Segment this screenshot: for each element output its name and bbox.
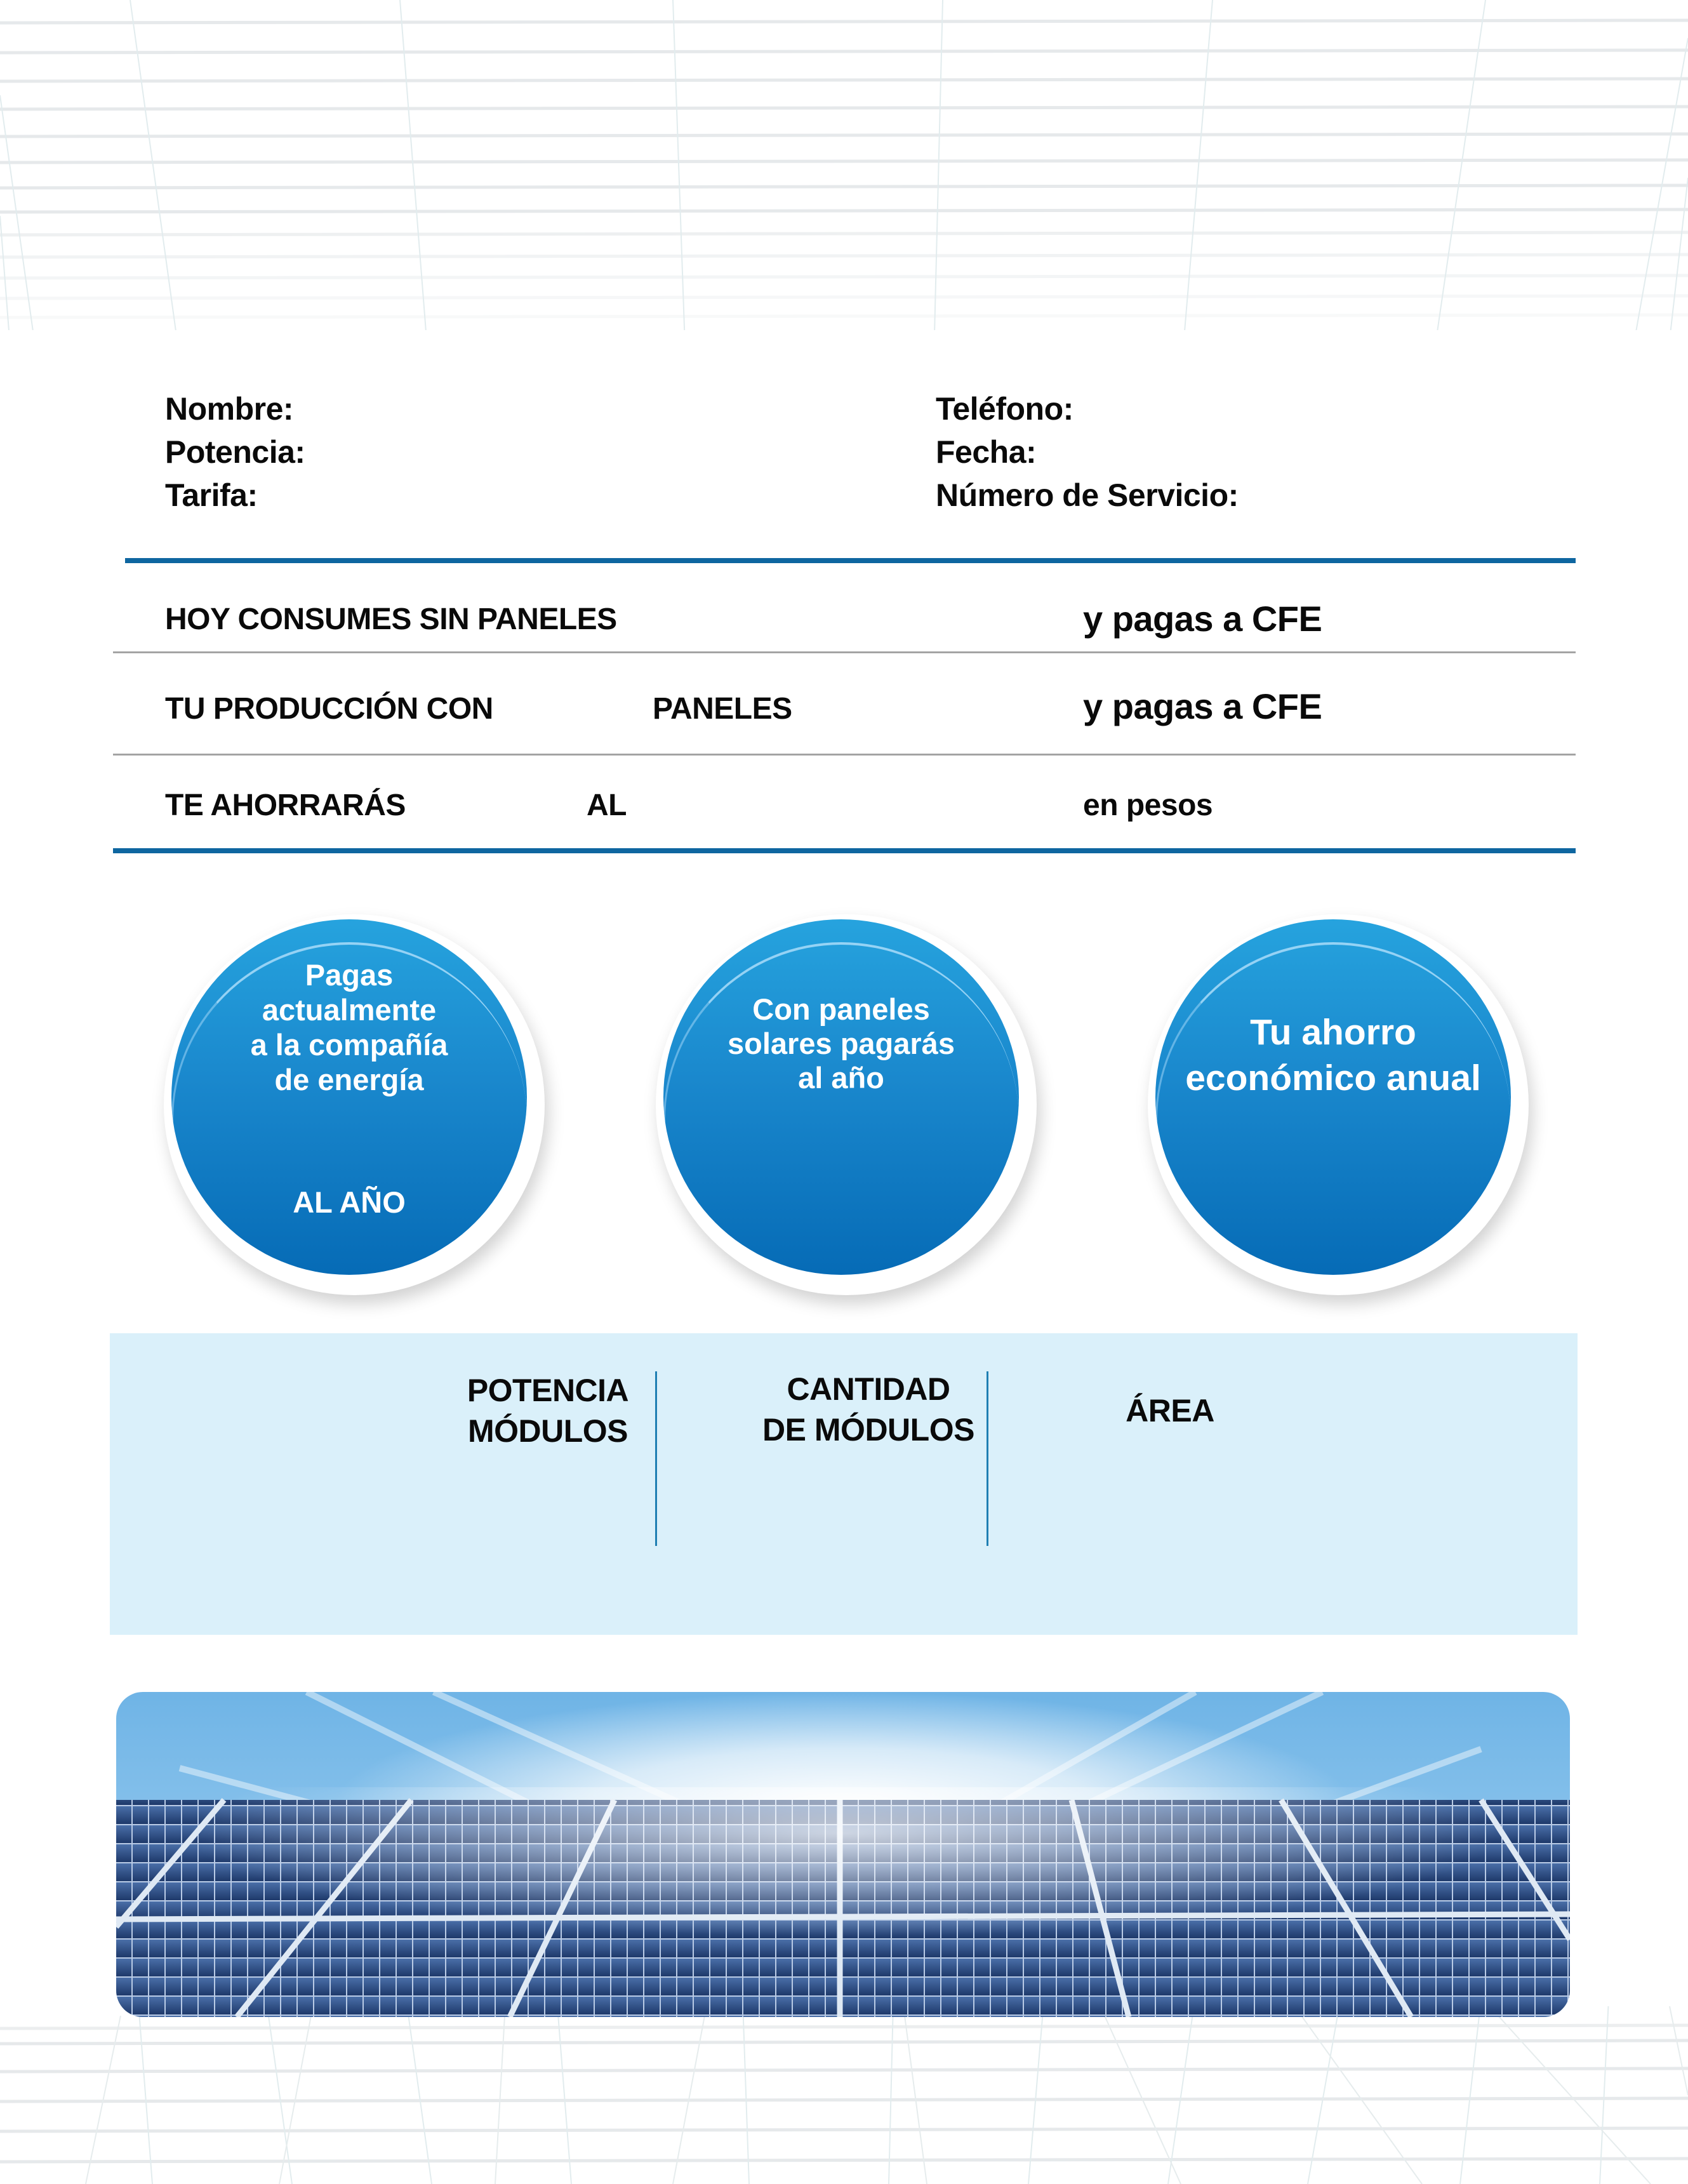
spec-divider — [987, 1371, 988, 1546]
circle-text: Tu ahorro económico anual — [1185, 1012, 1481, 1098]
client-info-left — [165, 387, 305, 517]
row-produccion-label: TU PRODUCCIÓN CON — [165, 692, 493, 726]
summary-top-rule — [125, 558, 1576, 563]
specs-panel — [110, 1333, 1578, 1635]
solar-panels-illustration — [116, 1692, 1570, 2017]
row-ahorro-right: en pesos — [1083, 789, 1213, 822]
client-info-right — [936, 387, 1239, 517]
circle-fill — [171, 919, 527, 1275]
circle-tu-ahorro — [1148, 914, 1529, 1295]
circle-text: Pagas actualmente a la compañía de energía — [250, 958, 448, 1096]
telefono-label: Teléfono: — [936, 391, 1073, 427]
circle-footer: AL AÑO — [293, 1185, 406, 1219]
row-consumo-label: HOY CONSUMES SIN PANELES — [165, 603, 617, 636]
spec-area: ÁREA — [1126, 1393, 1214, 1428]
tarifa-label: Tarifa: — [165, 477, 258, 513]
circle-fill — [1155, 919, 1511, 1275]
nombre-label: Nombre: — [165, 391, 294, 427]
circle-gloss — [1155, 942, 1511, 1275]
summary-divider — [113, 651, 1576, 653]
numero-servicio-label: Número de Servicio: — [936, 477, 1239, 513]
summary-divider — [113, 754, 1576, 756]
row-produccion-middle: PANELES — [653, 692, 792, 726]
spec-potencia-modulos: POTENCIA MÓDULOS — [467, 1373, 629, 1449]
row-consumo-right: y pagas a CFE — [1083, 599, 1322, 639]
row-ahorro-label: TE AHORRARÁS — [165, 789, 406, 822]
spec-cantidad-modulos: CANTIDAD DE MÓDULOS — [762, 1371, 974, 1448]
row-ahorro-middle: AL — [587, 789, 627, 822]
circle-text: Con paneles solares pagarás al año — [728, 992, 955, 1095]
summary-bottom-rule — [113, 848, 1576, 853]
spec-divider — [655, 1371, 657, 1546]
circle-pagas-actualmente — [164, 914, 545, 1295]
solar-panels-photo — [116, 1692, 1570, 2017]
fecha-label: Fecha: — [936, 434, 1037, 470]
circle-fill — [663, 919, 1019, 1275]
row-produccion-right: y pagas a CFE — [1083, 686, 1322, 726]
circle-con-paneles — [656, 914, 1037, 1295]
potencia-label: Potencia: — [165, 434, 305, 470]
